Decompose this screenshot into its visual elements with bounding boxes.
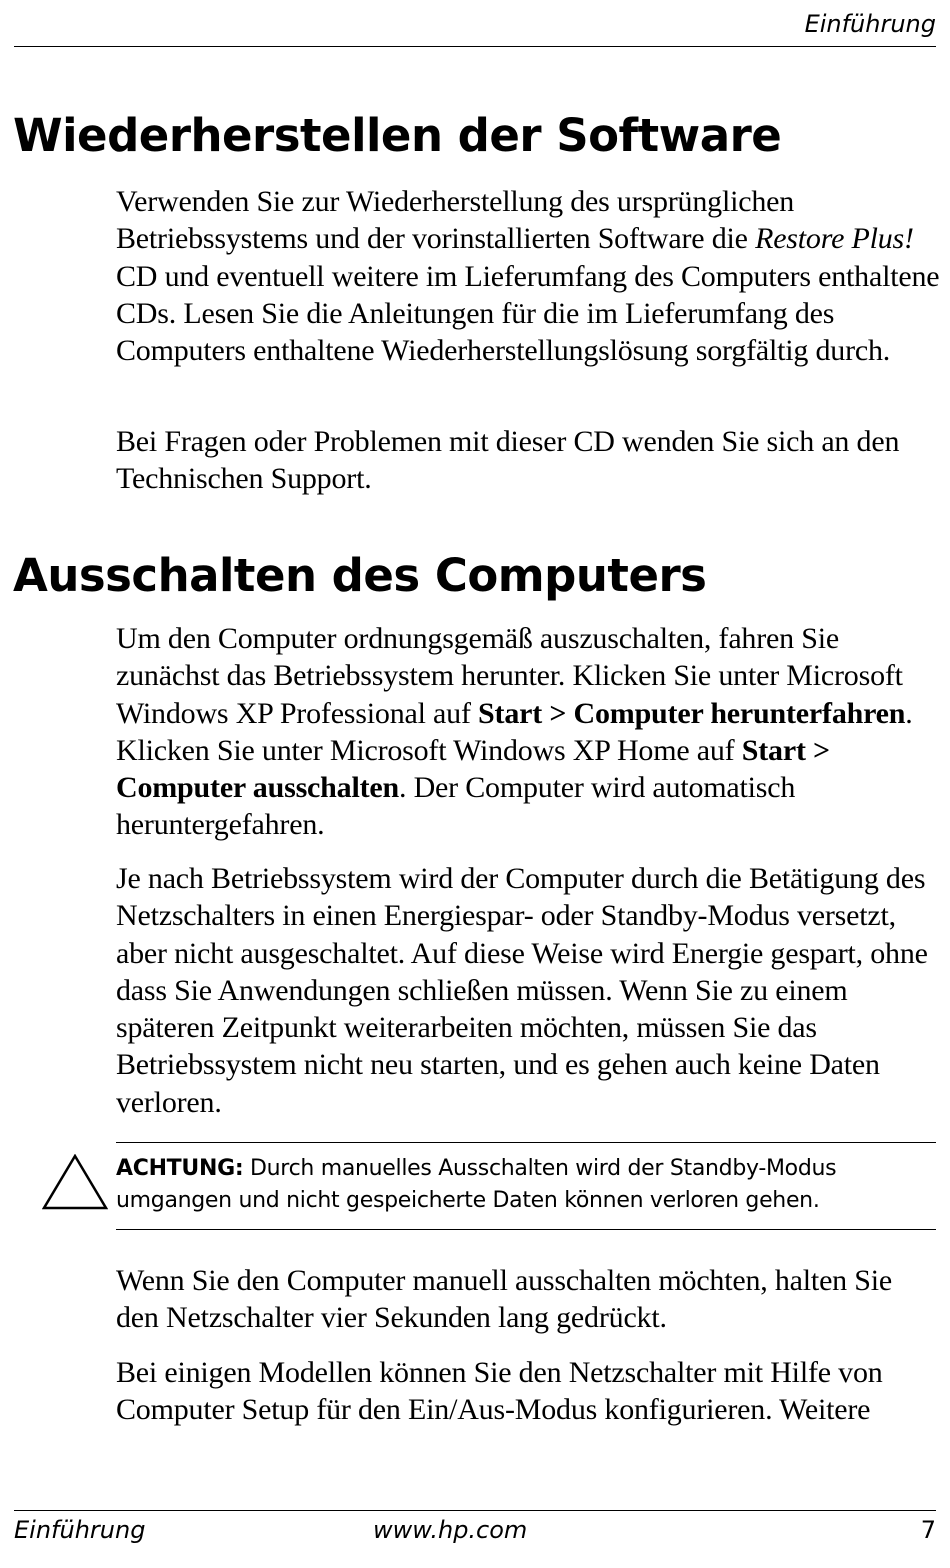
- caution-message: Durch manuelles Ausschalten wird der Standby-Modus umgangen und nicht gespeicherte Daten können verloren gehen.: [116, 1156, 837, 1213]
- section-title-restore-software: Wiederherstellen der Software: [13, 109, 782, 162]
- paragraph-standby-info: Je nach Betriebssystem wird der Computer durch die Betätigung des Netzschalters in einen Energiespar- oder Standby-Modus versetzt, aber nicht ausgeschaltet. Auf diese Weise wird Energie gespart, ohne dass Sie Anwendungen schließen müssen. Wenn Sie zu einem späteren Zeitpunkt weiterarbeiten möchten, müssen Sie das Betriebssystem nicht neu starten, und es gehen auch keine Daten verloren.: [116, 862, 928, 1119]
- caution-label: ACHTUNG:: [116, 1156, 244, 1181]
- paragraph-text: Um den Computer ordnungsgemäß auszuschalten, fahren Sie zunächst das Betriebssystem herunter. Klicken Sie unter Microsoft Windows XP Professional auf: [116, 622, 903, 730]
- paragraph-power-button-config: Bei einigen Modellen können Sie den Netzschalter mit Hilfe von Computer Setup für den Ein/Aus-Modus konfigurieren. Weitere: [116, 1356, 883, 1427]
- paragraph-manual-shutdown: Wenn Sie den Computer manuell ausschalten möchten, halten Sie den Netzschalter vier Sekunden lang gedrückt.: [116, 1264, 893, 1335]
- paragraph-text: . Klicken Sie unter Microsoft Windows XP Home auf: [116, 696, 913, 767]
- menu-path-home: Start > Computer ausschalten: [116, 733, 830, 805]
- caution-top-rule: [116, 1142, 936, 1143]
- caution-bottom-rule: [116, 1229, 936, 1230]
- caution-note: [116, 1153, 936, 1217]
- header-divider: [14, 46, 936, 47]
- footer-section-title: Einführung: [14, 1516, 146, 1544]
- warning-triangle-icon: [42, 1154, 108, 1210]
- page-number: 7: [920, 1516, 936, 1544]
- section-title-shutdown: Ausschalten des Computers: [13, 549, 707, 602]
- paragraph-text: Verwenden Sie zur Wiederherstellung des ursprünglichen Betriebssystems und der vorinstallierten Software die: [116, 185, 795, 256]
- footer-divider: [14, 1510, 936, 1511]
- product-name-italic: Restore Plus!: [755, 222, 914, 256]
- paragraph-text: . Der Computer wird automatisch heruntergefahren.: [116, 771, 796, 842]
- footer-website: www.hp.com: [373, 1516, 528, 1544]
- paragraph-restore-instructions: [116, 183, 940, 369]
- paragraph-shutdown-steps: [116, 620, 940, 844]
- menu-path-professional: Start > Computer herunterfahren: [478, 696, 906, 730]
- paragraph-support: Bei Fragen oder Problemen mit dieser CD wenden Sie sich an den Technischen Support.: [116, 425, 900, 496]
- paragraph-text: CD und eventuell weitere im Lieferumfang des Computers enthaltene CDs. Lesen Sie die Anleitungen für die im Lieferumfang des Computers enthaltene Wiederherstellungslösung sorgfältig durch.: [116, 259, 940, 368]
- running-header-title: Einführung: [804, 10, 936, 38]
